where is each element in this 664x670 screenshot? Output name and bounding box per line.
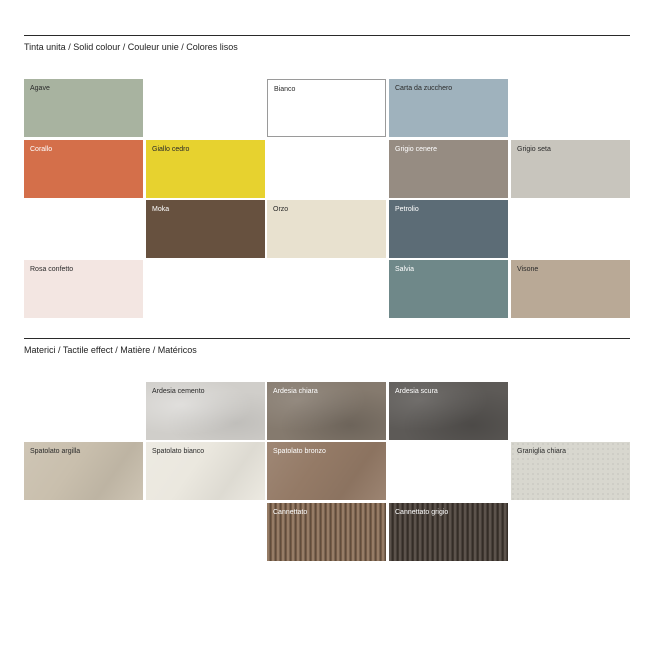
swatch-visone bbox=[511, 260, 630, 318]
swatch-agave bbox=[24, 79, 143, 137]
swatch-label: Graniglia chiara bbox=[517, 448, 567, 455]
section-divider-solid bbox=[24, 35, 630, 36]
swatch-ardesia-chiara bbox=[267, 382, 386, 440]
swatch-spatolato-argilla bbox=[24, 442, 143, 500]
swatch-label: Visone bbox=[517, 266, 539, 273]
swatch-ardesia-scura bbox=[389, 382, 508, 440]
swatch-rosa-confetto bbox=[24, 260, 143, 318]
swatch-salvia bbox=[389, 260, 508, 318]
swatch-label: Ardesia chiara bbox=[273, 388, 318, 395]
swatch-grigio-seta bbox=[511, 140, 630, 198]
swatch-label: Ardesia cemento bbox=[152, 388, 205, 395]
swatch-label: Spatolato argilla bbox=[30, 448, 81, 455]
swatch-cannettato-grigio bbox=[389, 503, 508, 561]
swatch-petrolio bbox=[389, 200, 508, 258]
swatch-label: Ardesia scura bbox=[395, 388, 438, 395]
swatch-graniglia-chiara bbox=[511, 442, 630, 500]
swatch-label: Moka bbox=[152, 206, 170, 213]
swatch-label: Corallo bbox=[30, 146, 53, 153]
swatch-label: Orzo bbox=[273, 206, 289, 213]
section-title-tactile: Materici / Tactile effect / Matière / Matéricos bbox=[24, 345, 197, 355]
swatch-label: Giallo cedro bbox=[152, 146, 190, 153]
swatch-orzo bbox=[267, 200, 386, 258]
swatch-grigio-cenere bbox=[389, 140, 508, 198]
swatch-label: Agave bbox=[30, 85, 50, 92]
swatch-spatolato-bianco bbox=[146, 442, 265, 500]
swatch-label: Cannettato bbox=[273, 509, 308, 516]
swatch-corallo bbox=[24, 140, 143, 198]
swatch-label: Rosa confetto bbox=[30, 266, 74, 273]
swatch-label: Grigio seta bbox=[517, 146, 551, 153]
swatch-carta-da-zucchero bbox=[389, 79, 508, 137]
swatch-label: Salvia bbox=[395, 266, 415, 273]
swatch-label: Bianco bbox=[274, 86, 296, 93]
swatch-label: Carta da zucchero bbox=[395, 85, 453, 92]
swatch-bianco bbox=[267, 79, 386, 137]
swatch-label: Grigio cenere bbox=[395, 146, 438, 153]
swatch-giallo-cedro bbox=[146, 140, 265, 198]
swatch-label: Spatolato bianco bbox=[152, 448, 205, 455]
swatch-ardesia-cemento bbox=[146, 382, 265, 440]
swatch-spatolato-bronzo bbox=[267, 442, 386, 500]
section-divider-tactile bbox=[24, 338, 630, 339]
swatch-cannettato bbox=[267, 503, 386, 561]
section-title-solid: Tinta unita / Solid colour / Couleur unie / Colores lisos bbox=[24, 42, 238, 52]
swatch-label: Cannettato grigio bbox=[395, 509, 449, 516]
swatch-label: Petrolio bbox=[395, 206, 419, 213]
swatch-moka bbox=[146, 200, 265, 258]
swatch-label: Spatolato bronzo bbox=[273, 448, 326, 455]
